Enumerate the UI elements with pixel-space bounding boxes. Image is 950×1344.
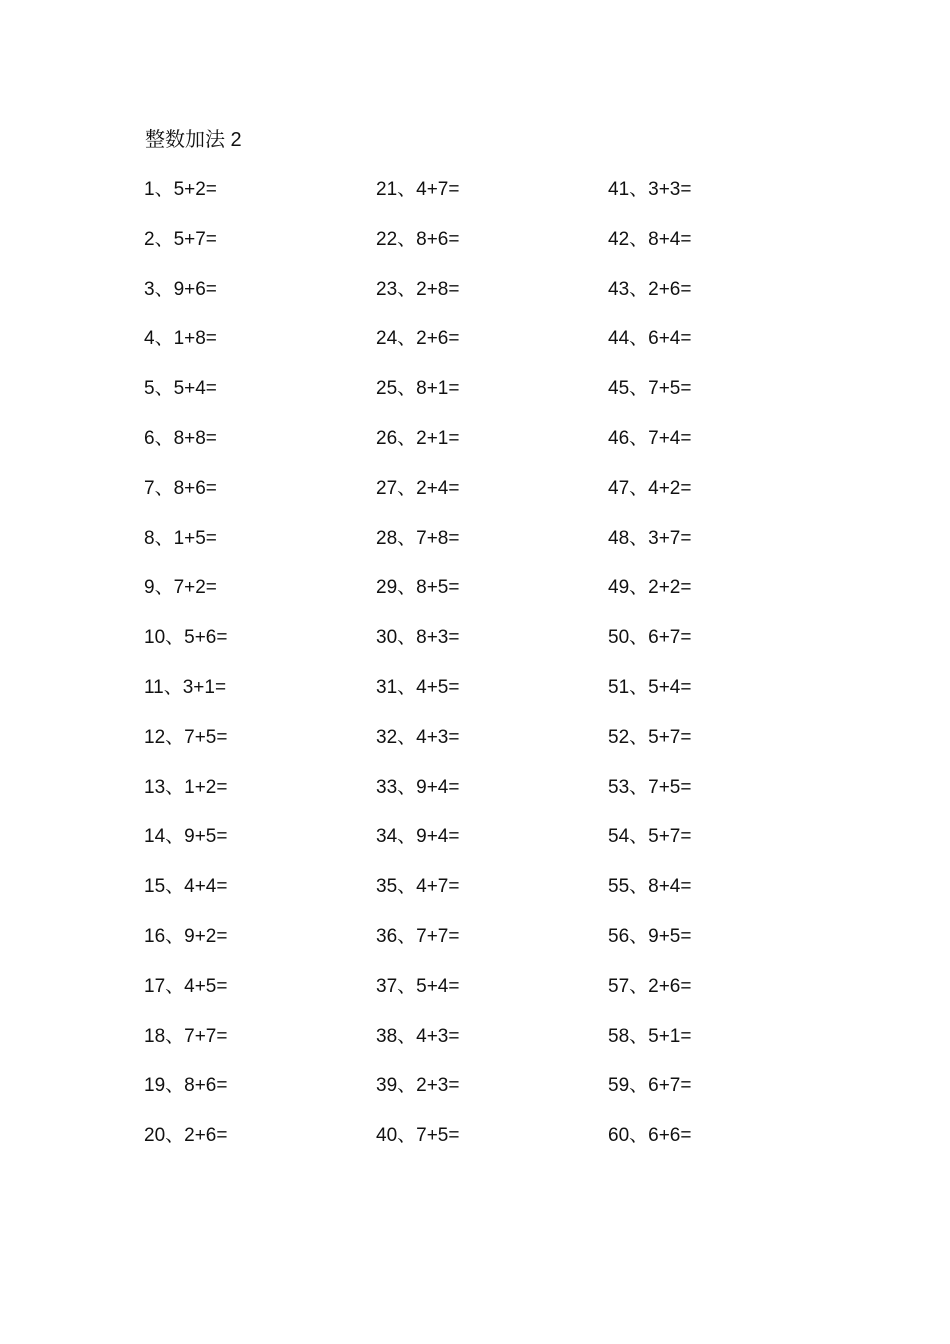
problem-columns: [144, 176, 844, 1176]
worksheet-title: 整数加法 2: [145, 129, 242, 151]
addition-problem: 45、7+5=: [608, 378, 692, 400]
addition-problem: 35、4+7=: [376, 876, 460, 898]
addition-problem: 5、5+4=: [144, 378, 217, 400]
addition-problem: 12、7+5=: [144, 726, 228, 748]
addition-problem: 34、9+4=: [376, 826, 460, 848]
addition-problem: 55、8+4=: [608, 876, 692, 898]
addition-problem: 3、9+6=: [144, 278, 217, 300]
addition-problem: 24、2+6=: [376, 328, 460, 350]
addition-problem: 36、7+7=: [376, 925, 460, 947]
addition-problem: 13、1+2=: [144, 776, 228, 798]
addition-problem: 52、5+7=: [608, 726, 692, 748]
addition-problem: 49、2+2=: [608, 577, 692, 599]
addition-problem: 43、2+6=: [608, 278, 692, 300]
addition-problem: 10、5+6=: [144, 627, 228, 649]
addition-problem: 54、5+7=: [608, 826, 692, 848]
addition-problem: 37、5+4=: [376, 975, 460, 997]
addition-problem: 20、2+6=: [144, 1125, 228, 1147]
addition-problem: 53、7+5=: [608, 776, 692, 798]
problem-column-2: [376, 176, 596, 1172]
addition-problem: 48、3+7=: [608, 527, 692, 549]
addition-problem: 7、8+6=: [144, 477, 217, 499]
addition-problem: 51、5+4=: [608, 676, 692, 698]
addition-problem: 33、9+4=: [376, 776, 460, 798]
addition-problem: 39、2+3=: [376, 1075, 460, 1097]
addition-problem: 19、8+6=: [144, 1075, 228, 1097]
addition-problem: 8、1+5=: [144, 527, 217, 549]
addition-problem: 23、2+8=: [376, 278, 460, 300]
addition-problem: 60、6+6=: [608, 1125, 692, 1147]
addition-problem: 30、8+3=: [376, 627, 460, 649]
addition-problem: 14、9+5=: [144, 826, 228, 848]
addition-problem: 26、2+1=: [376, 427, 460, 449]
addition-problem: 2、5+7=: [144, 228, 217, 250]
addition-problem: 21、4+7=: [376, 179, 460, 200]
addition-problem: 58、5+1=: [608, 1025, 692, 1047]
addition-problem: 50、6+7=: [608, 627, 692, 649]
addition-problem: 47、4+2=: [608, 477, 692, 499]
addition-problem: 22、8+6=: [376, 228, 460, 250]
addition-problem: 6、8+8=: [144, 427, 217, 449]
addition-problem: 31、4+5=: [376, 676, 460, 698]
addition-problem: 44、6+4=: [608, 328, 692, 350]
addition-problem: 18、7+7=: [144, 1025, 228, 1047]
addition-problem: 57、2+6=: [608, 975, 692, 997]
problem-column-1: [144, 176, 364, 1172]
addition-problem: 38、4+3=: [376, 1025, 460, 1047]
addition-problem: 29、8+5=: [376, 577, 460, 599]
addition-problem: 28、7+8=: [376, 527, 460, 549]
addition-problem: 32、4+3=: [376, 726, 460, 748]
problem-column-3: [608, 176, 828, 1172]
addition-problem: 46、7+4=: [608, 427, 692, 449]
addition-problem: 16、9+2=: [144, 925, 228, 947]
addition-problem: 40、7+5=: [376, 1125, 460, 1147]
addition-problem: 15、4+4=: [144, 876, 228, 898]
addition-problem: 11、3+1=: [144, 676, 227, 698]
addition-problem: 17、4+5=: [144, 975, 228, 997]
addition-problem: 9、7+2=: [144, 577, 217, 599]
addition-problem: 1、5+2=: [144, 179, 217, 200]
addition-problem: 4、1+8=: [144, 328, 217, 350]
addition-problem: 25、8+1=: [376, 378, 460, 400]
addition-problem: 56、9+5=: [608, 925, 692, 947]
addition-problem: 27、2+4=: [376, 477, 460, 499]
addition-problem: 42、8+4=: [608, 228, 692, 250]
addition-problem: 59、6+7=: [608, 1075, 692, 1097]
addition-problem: 41、3+3=: [608, 179, 692, 200]
